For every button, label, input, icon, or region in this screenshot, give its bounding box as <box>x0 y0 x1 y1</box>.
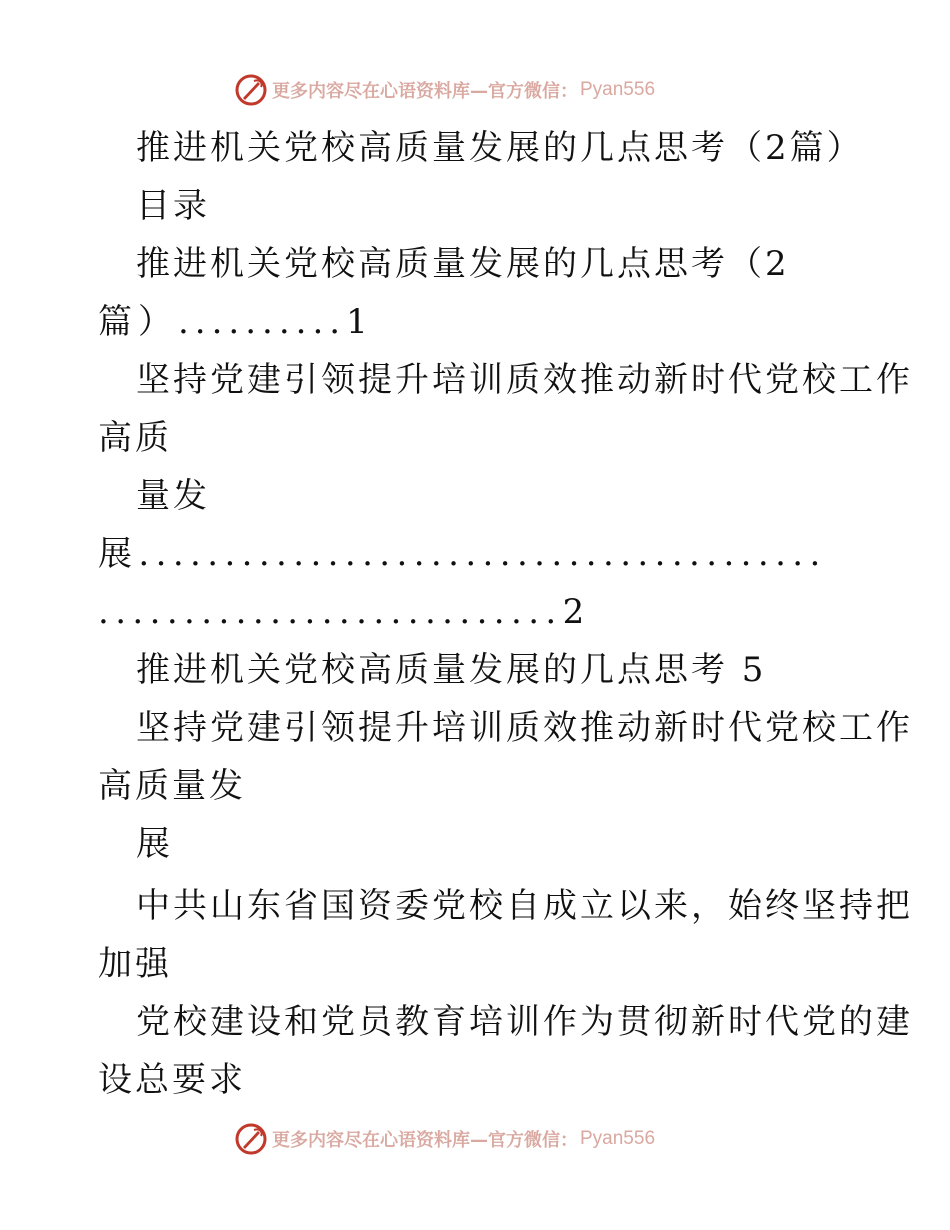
paragraph-line: 中共山东省国资委党校自成立以来，始终坚持把 <box>136 886 913 926</box>
toc-entry-1: 推进机关党校高质量发展的几点思考（2 <box>136 244 790 284</box>
section-heading-2: 坚持党建引领提升培训质效推动新时代党校工作 <box>136 708 913 748</box>
toc-entry-2-page: ...........................2 <box>98 592 591 632</box>
document-title: 推进机关党校高质量发展的几点思考（2篇） <box>136 128 864 168</box>
toc-entry-2: 坚持党建引领提升培训质效推动新时代党校工作 <box>136 360 913 400</box>
watermark-wechat-id: Pyan556 <box>580 79 656 100</box>
toc-entry-1-cont: 篇）..........1 <box>98 302 374 342</box>
quill-logo-icon <box>234 1122 268 1156</box>
paragraph-line: 设总要求 <box>98 1060 246 1100</box>
toc-entry-2-leader: 展........................................ <box>98 534 827 574</box>
watermark-text: 更多内容尽在心语资料库—官方微信： <box>272 81 578 102</box>
footer-watermark <box>234 1122 655 1156</box>
watermark-text: 更多内容尽在心语资料库—官方微信： <box>272 1130 578 1151</box>
toc-entry-2-cont: 高质 <box>98 418 172 458</box>
paragraph-line: 党校建设和党员教育培训作为贯彻新时代党的建 <box>136 1002 913 1042</box>
quill-logo-icon <box>234 73 268 107</box>
header-watermark <box>234 73 655 107</box>
toc-entry-2-cont: 量发 <box>136 476 210 516</box>
section-heading-2-cont: 高质量发 <box>98 766 246 806</box>
section-heading-2-cont: 展 <box>136 824 173 864</box>
watermark-wechat-id: Pyan556 <box>580 1128 656 1149</box>
toc-heading: 目录 <box>136 186 210 226</box>
section-heading-1: 推进机关党校高质量发展的几点思考 5 <box>136 650 767 690</box>
paragraph-line: 加强 <box>98 944 172 984</box>
